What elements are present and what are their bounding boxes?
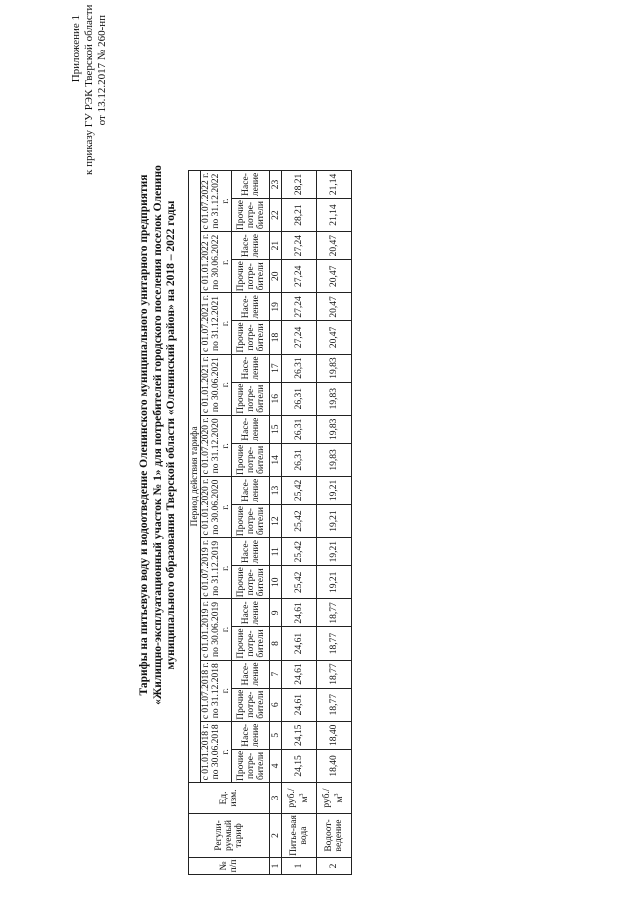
- tariff-value: 27,24: [282, 293, 317, 321]
- column-number: 3: [270, 783, 282, 814]
- header-other-consumers: Прочие потре-бители: [232, 321, 270, 354]
- row-tariff-name: Питье-вая вода: [282, 814, 317, 858]
- header-population: Насе-ление: [232, 599, 270, 627]
- consumer-header-row: [232, 170, 270, 874]
- tariff-value: 25,42: [282, 476, 317, 504]
- header-other-consumers: Прочие потре-бители: [232, 627, 270, 660]
- document-title: [138, 115, 179, 755]
- column-number: 15: [270, 415, 282, 443]
- tariff-value: 28,21: [282, 198, 317, 231]
- tariff-value: 21,14: [317, 198, 352, 231]
- column-number: 5: [270, 721, 282, 749]
- period-header: с 01.01.2019 г. по 30.06.2019 г.: [201, 599, 232, 660]
- column-number: 11: [270, 538, 282, 566]
- title-line-1: Тарифы на питьевую воду и водоотведение Оленинского муниципального унитарного предприятия: [138, 174, 150, 696]
- period-header: с 01.07.2018 г. по 31.12.2018 г.: [201, 660, 232, 721]
- unit-exponent: 3: [299, 793, 306, 797]
- column-number: 13: [270, 476, 282, 504]
- tariff-value: 21,14: [317, 170, 352, 198]
- tariff-value: 19,21: [317, 538, 352, 566]
- tariff-value: 25,42: [282, 538, 317, 566]
- tariff-value: 19,83: [317, 354, 352, 382]
- period-header: с 01.07.2022 г. по 31.12.2022 г.: [201, 170, 232, 231]
- header-population: Насе-ление: [232, 660, 270, 688]
- row-number: 2: [317, 858, 352, 875]
- tariff-value: 20,47: [317, 260, 352, 293]
- header-other-consumers: Прочие потре-бители: [232, 382, 270, 415]
- header-other-consumers: Прочие потре-бители: [232, 504, 270, 537]
- tariff-table: [188, 170, 352, 875]
- header-population: Насе-ление: [232, 293, 270, 321]
- tariff-value: 18,77: [317, 599, 352, 627]
- period-header: с 01.07.2019 г. по 31.12.2019 г.: [201, 538, 232, 599]
- tariff-value: 24,61: [282, 688, 317, 721]
- period-header-row: [201, 170, 232, 874]
- row-number: 1: [282, 858, 317, 875]
- column-number: 14: [270, 443, 282, 476]
- column-number: 2: [270, 814, 282, 858]
- title-line-3: муниципального образования Тверской области «Оленинский район» на 2018 – 2022 годы: [165, 200, 177, 670]
- column-number: 20: [270, 260, 282, 293]
- row-tariff-name: Водоот-ведение: [317, 814, 352, 858]
- tariff-value: 19,21: [317, 566, 352, 599]
- appendix-line-3: от 13.12.2017 № 260-нп: [96, 15, 108, 126]
- tariff-value: 20,47: [317, 321, 352, 354]
- tariff-value: 18,40: [317, 721, 352, 749]
- header-population: Насе-ление: [232, 232, 270, 260]
- column-number: 21: [270, 232, 282, 260]
- tariff-value: 18,77: [317, 627, 352, 660]
- column-number: 4: [270, 749, 282, 782]
- period-header: с 01.07.2020 г. по 31.12.2020 г.: [201, 415, 232, 476]
- unit-exponent: 3: [334, 793, 341, 797]
- tariff-value: 25,42: [282, 566, 317, 599]
- period-header: с 01.01.2020 г. по 30.06.2020 г.: [201, 476, 232, 537]
- table-row: [282, 170, 317, 874]
- tariff-value: 26,31: [282, 354, 317, 382]
- header-other-consumers: Прочие потре-бители: [232, 443, 270, 476]
- appendix-reference: [70, 4, 109, 175]
- header-population: Насе-ление: [232, 354, 270, 382]
- column-number: 1: [270, 858, 282, 875]
- column-number: 18: [270, 321, 282, 354]
- tariff-value: 24,61: [282, 599, 317, 627]
- period-header: с 01.01.2021 г. по 30.06.2021 г.: [201, 354, 232, 415]
- column-number: 23: [270, 170, 282, 198]
- tariff-value: 20,47: [317, 293, 352, 321]
- tariff-value: 24,61: [282, 660, 317, 688]
- tariff-value: 19,83: [317, 382, 352, 415]
- tariff-value: 19,21: [317, 504, 352, 537]
- period-header: с 01.01.2022 г. по 30.06.2022 г.: [201, 232, 232, 293]
- column-number: 9: [270, 599, 282, 627]
- column-number: 22: [270, 198, 282, 231]
- tariff-value: 18,77: [317, 660, 352, 688]
- column-number: 12: [270, 504, 282, 537]
- period-header: с 01.01.2018 г. по 30.06.2018 г.: [201, 721, 232, 782]
- tariff-value: 24,15: [282, 721, 317, 749]
- appendix-line-1: Приложение 1: [70, 15, 82, 83]
- tariff-table-body: [270, 170, 352, 874]
- tariff-value: 24,61: [282, 627, 317, 660]
- title-line-2: «Жилищно-эксплуатационный участок № 1» для потребителей городского поселения поселок Оленино: [151, 165, 164, 705]
- column-number: 8: [270, 627, 282, 660]
- tariff-value: 28,21: [282, 170, 317, 198]
- header-other-consumers: Прочие потре-бители: [232, 566, 270, 599]
- column-number: 10: [270, 566, 282, 599]
- period-header: с 01.07.2021 г. по 31.12.2021 г.: [201, 293, 232, 354]
- tariff-value: 19,83: [317, 415, 352, 443]
- tariff-value: 27,24: [282, 260, 317, 293]
- tariff-value: 19,21: [317, 476, 352, 504]
- column-number: 7: [270, 660, 282, 688]
- header-number: № п/п: [189, 858, 270, 875]
- header-regulated-tariff: Регули-руемый тариф: [189, 814, 270, 858]
- tariff-value: 26,31: [282, 382, 317, 415]
- column-number: 17: [270, 354, 282, 382]
- header-unit: Ед. изм.: [189, 783, 270, 814]
- tariff-value: 24,15: [282, 749, 317, 782]
- unit-text: руб./м: [287, 788, 311, 808]
- row-unit: [282, 783, 317, 814]
- unit-text: руб./м: [322, 788, 346, 808]
- tariff-value: 18,77: [317, 688, 352, 721]
- tariff-value: 27,24: [282, 321, 317, 354]
- tariff-value: 20,47: [317, 232, 352, 260]
- header-population: Насе-ление: [232, 476, 270, 504]
- column-number: 16: [270, 382, 282, 415]
- column-number: 6: [270, 688, 282, 721]
- header-other-consumers: Прочие потре-бители: [232, 749, 270, 782]
- header-population: Насе-ление: [232, 415, 270, 443]
- header-other-consumers: Прочие потре-бители: [232, 198, 270, 231]
- row-unit: [317, 783, 352, 814]
- tariff-value: 19,83: [317, 443, 352, 476]
- tariff-value: 25,42: [282, 504, 317, 537]
- header-population: Насе-ление: [232, 170, 270, 198]
- header-population: Насе-ление: [232, 538, 270, 566]
- header-population: Насе-ление: [232, 721, 270, 749]
- column-number-row: [270, 170, 282, 874]
- column-number: 19: [270, 293, 282, 321]
- header-period: Период действия тарифа: [189, 170, 201, 782]
- appendix-line-2: к приказу ГУ РЭК Тверской области: [83, 4, 95, 175]
- tariff-value: 27,24: [282, 232, 317, 260]
- tariff-value: 18,40: [317, 749, 352, 782]
- tariff-value: 26,31: [282, 443, 317, 476]
- header-other-consumers: Прочие потре-бители: [232, 260, 270, 293]
- tariff-value: 26,31: [282, 415, 317, 443]
- table-row: [317, 170, 352, 874]
- header-other-consumers: Прочие потре-бители: [232, 688, 270, 721]
